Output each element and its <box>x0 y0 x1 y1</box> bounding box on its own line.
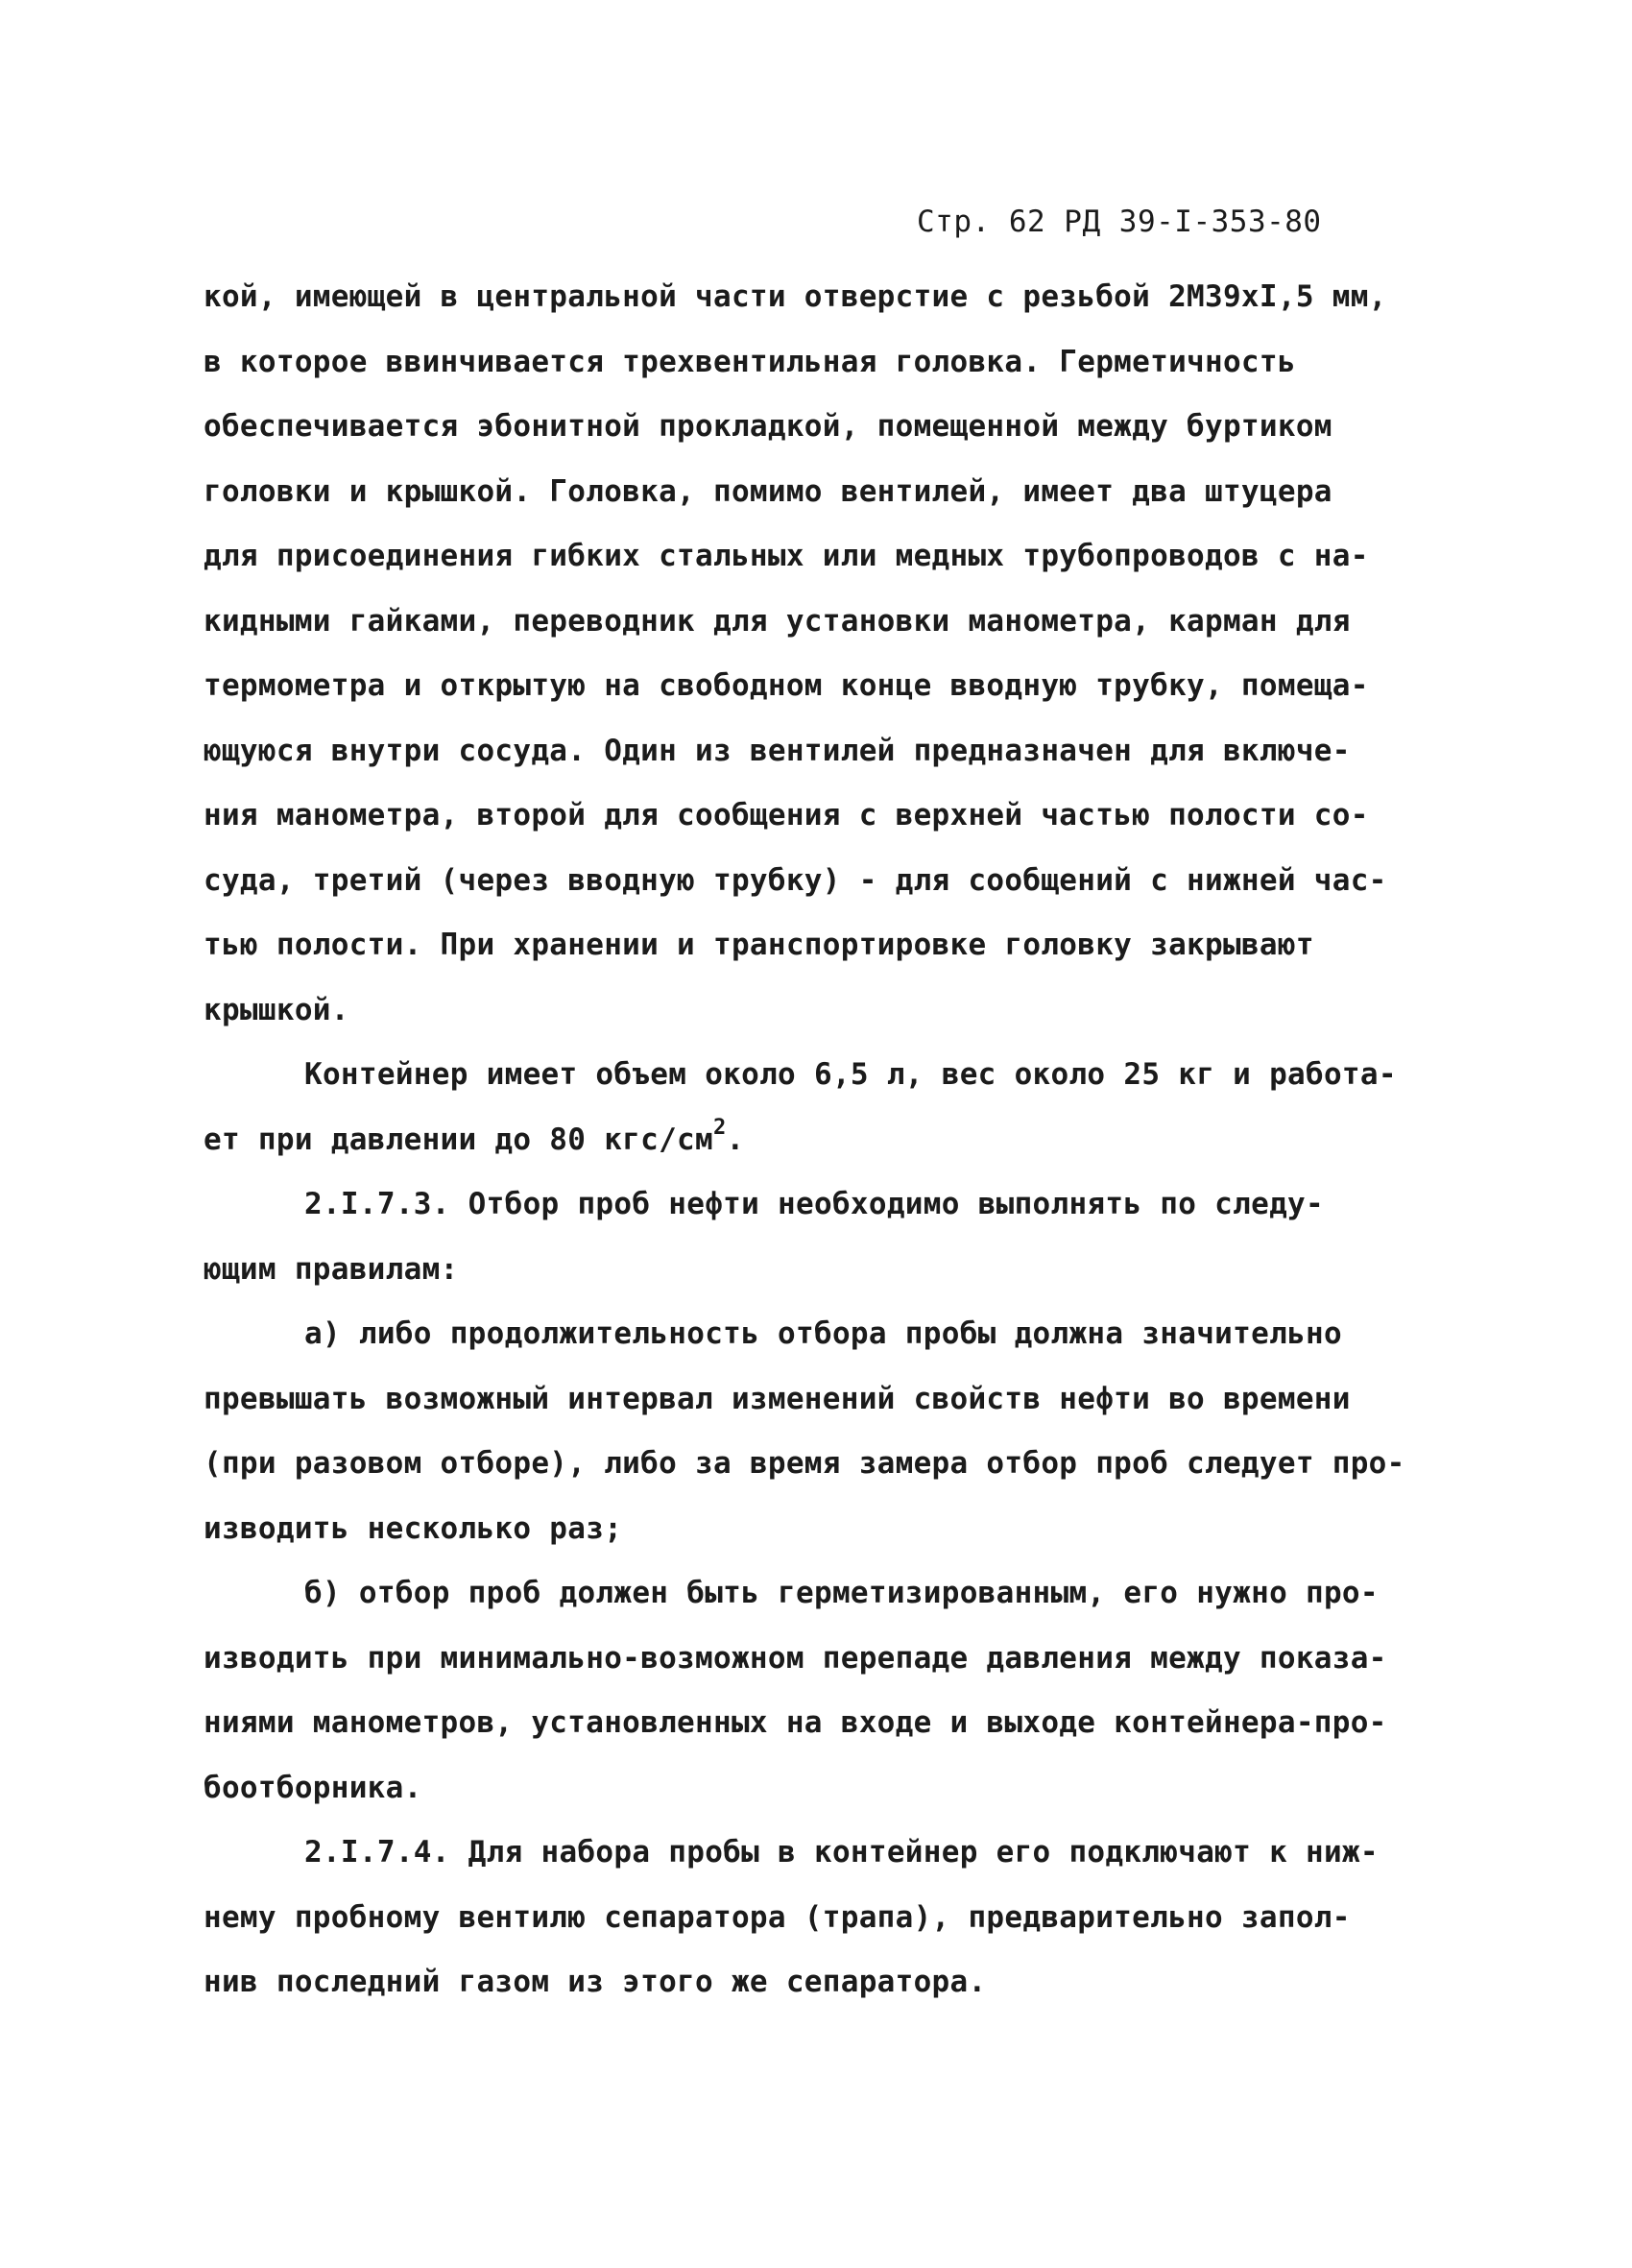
section-heading-line: 2.I.7.4. Для набора пробы в контейнер его подключают к ниж- <box>304 1835 1379 1870</box>
text-line: в которое ввинчивается трехвентильная головка. Герметичность <box>204 344 1296 379</box>
paragraph-container-rule-a <box>204 1302 1500 1561</box>
text-line: изводить несколько раз; <box>204 1510 623 1546</box>
text-line: ющим правилам: <box>204 1251 459 1287</box>
text-line: изводить при минимально-возможном перепаде давления между показа- <box>204 1640 1387 1676</box>
text-fragment: . <box>726 1122 745 1157</box>
text-line: обеспечивается эбонитной прокладкой, помещенной между буртиком <box>204 409 1332 444</box>
text-line-with-superscript <box>204 1108 1500 1173</box>
text-line: Контейнер имеет объем около 6,5 л, вес около 25 кг и работа- <box>304 1057 1397 1092</box>
text-line: ния манометра, второй для сообщения с верхней частью полости со- <box>204 798 1369 832</box>
superscript: 2 <box>712 1116 727 1141</box>
text-line: ющуюся внутри сосуда. Один из вентилей предназначен для включе- <box>204 733 1351 768</box>
document-body <box>204 265 1500 2015</box>
text-line: суда, третий (через вводную трубку) - для сообщений с нижней час- <box>204 862 1387 898</box>
list-item-line: а) либо продолжительность отбора пробы должна значительно <box>304 1316 1342 1351</box>
text-line: термометра и открытую на свободном конце вводную трубку, помеща- <box>204 668 1369 703</box>
text-line: крышкой. <box>204 992 349 1027</box>
text-line: тью полости. При хранении и транспортировке головку закрывают <box>204 928 1314 962</box>
page-header-reference: Стр. 62 РД 39-I-353-80 <box>917 205 1322 239</box>
text-line: (при разовом отборе), либо за время замера отбор проб следует про- <box>204 1446 1405 1481</box>
text-line: для присоединения гибких стальных или медных трубопроводов с на- <box>204 539 1369 573</box>
paragraph-container-section-2173 <box>204 1172 1500 1302</box>
text-line: ниями манометров, установленных на входе и выходе контейнера-про- <box>204 1705 1387 1740</box>
text-line: головки и крышкой. Головка, помимо вентилей, имеет два штуцера <box>204 473 1332 509</box>
paragraph-container-rule-b <box>204 1561 1500 1821</box>
paragraph-container-section-2174 <box>204 1821 1500 2015</box>
text-line: боотборника. <box>204 1770 422 1805</box>
text-line: кидными гайками, переводник для установки манометра, карман для <box>204 603 1351 639</box>
paragraph-container-description <box>204 265 1500 1043</box>
text-line: кой, имеющей в центральной части отверстие с резьбой 2М39хI,5 мм, <box>204 279 1387 314</box>
text-line: превышать возможный интервал изменений свойств нефти во времени <box>204 1381 1351 1416</box>
text-line: нив последний газом из этого же сепаратора. <box>204 1965 987 1999</box>
section-heading-line: 2.I.7.3. Отбор проб нефти необходимо выполнять по следу- <box>304 1187 1324 1221</box>
list-item-line: б) отбор проб должен быть герметизированным, его нужно про- <box>304 1576 1379 1610</box>
text-line: нему пробному вентилю сепаратора (трапа), предварительно запол- <box>204 1899 1351 1935</box>
text-fragment: ет при давлении до 80 кгс/см <box>204 1122 713 1157</box>
paragraph-container-specs <box>204 1043 1500 1172</box>
